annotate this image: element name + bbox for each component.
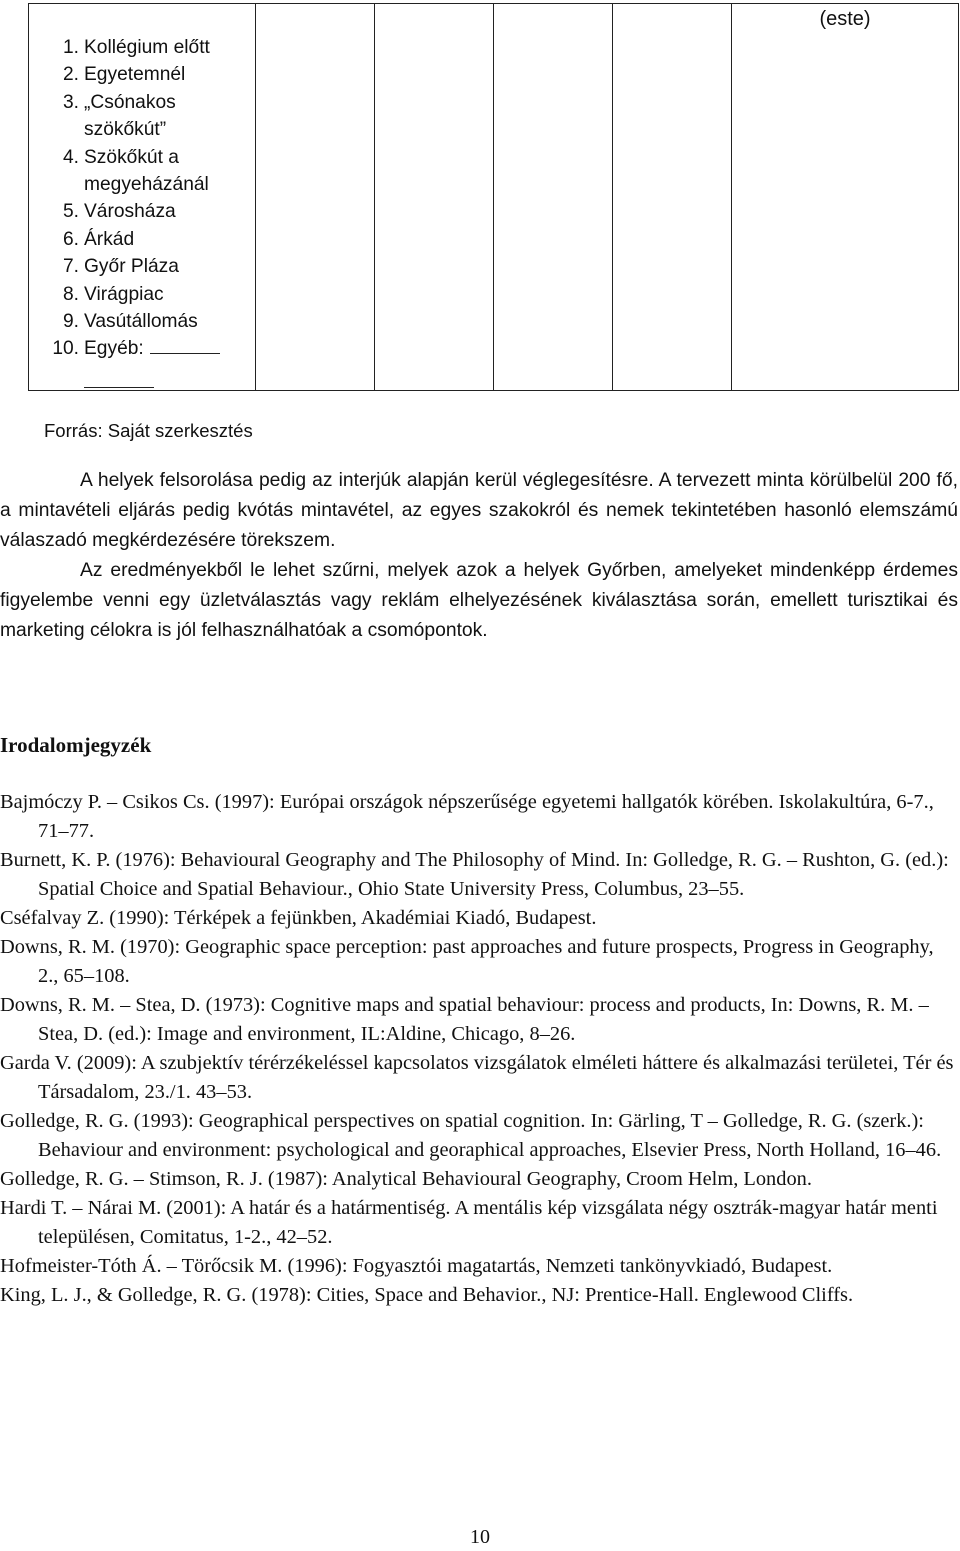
blank-fill-line bbox=[84, 363, 154, 388]
list-item bbox=[29, 61, 255, 88]
list-item bbox=[29, 335, 255, 362]
list-item-label: Városháza bbox=[84, 201, 176, 223]
list-item bbox=[29, 308, 255, 335]
reference-list bbox=[0, 788, 958, 1310]
body-text bbox=[0, 466, 958, 646]
list-item-number: 6. bbox=[62, 228, 79, 250]
reference-item: Downs, R. M. (1970): Geographic space perception: past approaches and future prospects, Progress in Geography, 2., 65–108. bbox=[0, 936, 934, 987]
reference-item: Garda V. (2009): A szubjektív térérzékeléssel kapcsolatos vizsgálatok elméleti háttere és alkalmazási területei, Tér és Társadalom, 23./1. 43–53. bbox=[0, 1052, 954, 1103]
list-item-number: 3. bbox=[62, 91, 79, 113]
table-cell bbox=[256, 4, 375, 391]
list-item-number: 8. bbox=[62, 283, 79, 305]
list-item-label: Virágpiac bbox=[84, 283, 164, 305]
list-item-label: Szökőkút a bbox=[84, 146, 179, 168]
reference-item: Cséfalvay Z. (1990): Térképek a fejünkben, Akadémiai Kiadó, Budapest. bbox=[0, 907, 597, 929]
table-row bbox=[29, 4, 959, 391]
list-item-number: 1. bbox=[62, 37, 79, 58]
list-item-label: szökőkút” bbox=[84, 119, 167, 141]
reference-item: Bajmóczy P. – Csikos Cs. (1997): Európai országok népszerűsége egyetemi hallgatók körében. Iskolakultúra, 6-7., 71–77. bbox=[0, 791, 934, 842]
reference-item: Golledge, R. G. (1993): Geographical perspectives on spatial cognition. In: Gärling, T – Golledge, R. G. (szerk.): Behaviour and environment: psychological and georaphical approaches, Elsevier Press, North Holland, 16–46. bbox=[0, 1110, 942, 1161]
references-heading: Irodalomjegyzék bbox=[0, 733, 152, 757]
list-item-number: 10. bbox=[52, 338, 79, 360]
table-cell bbox=[613, 4, 732, 391]
table-cell bbox=[494, 4, 613, 391]
list-item bbox=[29, 281, 255, 308]
places-cell bbox=[29, 4, 256, 391]
reference-item: Golledge, R. G. – Stimson, R. J. (1987): Analytical Behavioural Geography, Croom Helm, London. bbox=[0, 1168, 812, 1190]
list-item bbox=[29, 253, 255, 280]
list-item-number: 4. bbox=[62, 146, 79, 168]
paragraph: Az eredményekből le lehet szűrni, melyek azok a helyek Győrben, amelyeket mindenképp érdemes figyelembe venni egy üzletválasztás vagy reklám elhelyezésének kiválasztása során, emellett turisztikai és marketing célokra is jól felhasználhatóak a csomópontok. bbox=[0, 560, 958, 641]
reference-item: Hofmeister-Tóth Á. – Törőcsik M. (1996): Fogyasztói magatartás, Nemzeti tankönyvkiadó, Budapest. bbox=[0, 1255, 833, 1277]
reference-item: Burnett, K. P. (1976): Behavioural Geography and The Philosophy of Mind. In: Golledge, R. G. – Rushton, G. (ed.): Spatial Choice and Spatial Behaviour., Ohio State University Press, Columbus, 23–55. bbox=[0, 849, 949, 900]
reference-item: Downs, R. M. – Stea, D. (1973): Cognitive maps and spatial behaviour: process and products, In: Downs, R. M. – Stea, D. (ed.): Image and environment, IL:Aldine, Chicago, 8–26. bbox=[0, 994, 929, 1045]
blank-fill-line bbox=[150, 335, 220, 354]
list-item-number: 2. bbox=[62, 64, 79, 86]
list-item-label: Árkád bbox=[84, 228, 135, 250]
list-item-label: Egyéb: bbox=[84, 338, 144, 360]
evening-label: (este) bbox=[819, 8, 871, 30]
list-item-label: „Csónakos bbox=[84, 91, 176, 113]
list-item-label: Kollégium előtt bbox=[84, 37, 210, 58]
table-cell bbox=[375, 4, 494, 391]
page-number: 10 bbox=[470, 1526, 490, 1548]
list-item bbox=[29, 34, 255, 61]
places-list bbox=[29, 34, 255, 388]
list-item bbox=[29, 226, 255, 253]
evening-cell bbox=[732, 4, 959, 391]
list-item bbox=[29, 144, 255, 199]
list-item-number: 7. bbox=[62, 256, 79, 278]
list-item-label: Egyetemnél bbox=[84, 64, 186, 86]
list-item bbox=[29, 89, 255, 144]
list-item-number: 9. bbox=[62, 311, 79, 333]
reference-item: King, L. J., & Golledge, R. G. (1978): Cities, Space and Behavior., NJ: Prentice-Hall. Englewood Cliffs. bbox=[0, 1284, 854, 1306]
list-item-label: Vasútállomás bbox=[84, 311, 198, 333]
list-item-number: 5. bbox=[62, 201, 79, 223]
list-item-label: Győr Pláza bbox=[84, 256, 179, 278]
list-item bbox=[29, 198, 255, 225]
survey-table bbox=[28, 3, 959, 391]
paragraph: A helyek felsorolása pedig az interjúk alapján kerül véglegesítésre. A tervezett minta körülbelül 200 fő, a mintavételi eljárás pedig kvótás mintavétel, az egyes szakokról és nemek tekintetében hasonló elemszámú válaszadó megkérdezésére törekszem. bbox=[0, 470, 958, 551]
table-source: Forrás: Saját szerkesztés bbox=[44, 420, 253, 441]
reference-item: Hardi T. – Nárai M. (2001): A határ és a határmentiség. A mentális kép vizsgálata négy osztrák-magyar határ menti településen, Comitatus, 1-2., 42–52. bbox=[0, 1197, 938, 1248]
list-item-label: megyeházánál bbox=[84, 174, 209, 196]
